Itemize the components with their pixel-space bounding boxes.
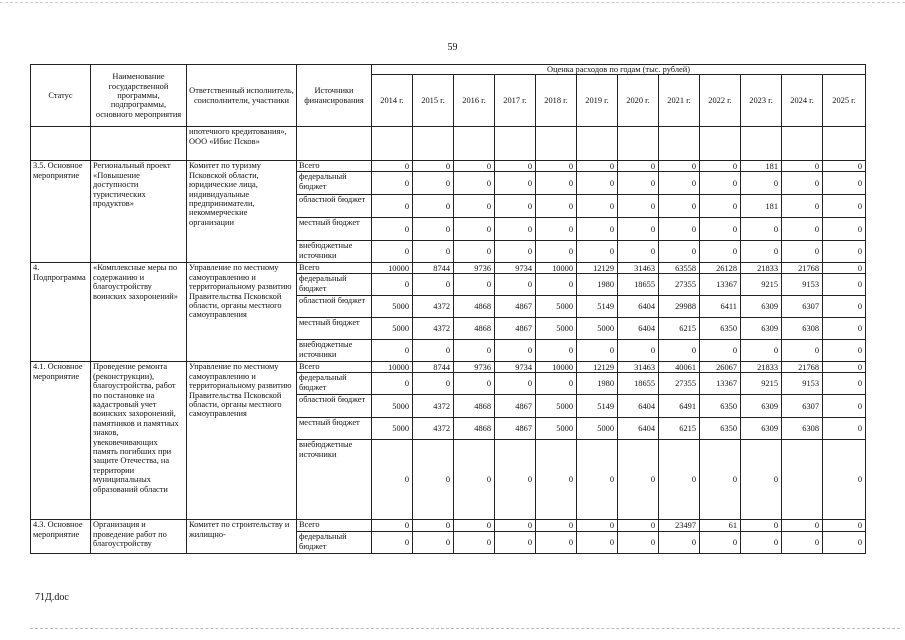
- value-cell: 0: [372, 161, 413, 172]
- value-cell: 12129: [577, 263, 618, 274]
- value-cell: 40061: [659, 362, 700, 373]
- value-cell: 0: [823, 418, 866, 440]
- status-cell: 4.1. Основное мероприятие: [31, 362, 91, 520]
- header-year: 2023 г.: [741, 75, 782, 127]
- value-cell: 0: [536, 161, 577, 172]
- value-cell: 5000: [372, 395, 413, 418]
- value-cell: 0: [659, 161, 700, 172]
- value-cell: 0: [413, 440, 454, 520]
- value-cell: 0: [413, 172, 454, 195]
- value-cell: 0: [495, 340, 536, 362]
- value-cell: 12129: [577, 362, 618, 373]
- value-cell: 0: [659, 195, 700, 218]
- value-cell: 27355: [659, 274, 700, 296]
- value-cell: 0: [823, 532, 866, 554]
- value-cell: 4867: [495, 395, 536, 418]
- value-cell: 1980: [577, 274, 618, 296]
- value-cell: 0: [618, 520, 659, 532]
- continuation-row: [31, 127, 866, 161]
- value-cell: 0: [823, 241, 866, 263]
- source-cell: областной бюджет: [297, 395, 372, 418]
- value-cell: 0: [618, 340, 659, 362]
- name-cell: Региональный проект «Повышение доступности туристических продуктов»: [91, 161, 187, 263]
- value-cell: 0: [536, 520, 577, 532]
- value-cell: 21768: [782, 263, 823, 274]
- value-cell: 6307: [782, 395, 823, 418]
- value-cell: 0: [741, 520, 782, 532]
- value-cell: 0: [618, 440, 659, 520]
- name-cell: Организация и проведение работ по благоустройству: [91, 520, 187, 554]
- value-cell: 0: [823, 520, 866, 532]
- value-cell: 0: [413, 340, 454, 362]
- value-cell: 0: [536, 241, 577, 263]
- value-cell: 0: [372, 520, 413, 532]
- value-cell: 0: [700, 340, 741, 362]
- value-cell: 0: [372, 274, 413, 296]
- value-cell: 0: [536, 274, 577, 296]
- value-cell: 9736: [454, 263, 495, 274]
- value-cell: 0: [823, 296, 866, 318]
- value-cell: 8744: [413, 263, 454, 274]
- value-cell: 0: [823, 373, 866, 395]
- value-cell: 0: [413, 161, 454, 172]
- value-cell: 6308: [782, 318, 823, 340]
- value-cell: 18655: [618, 274, 659, 296]
- value-cell: 0: [495, 520, 536, 532]
- header-year: 2015 г.: [413, 75, 454, 127]
- status-cell: 4. Подпрограмма: [31, 263, 91, 362]
- responsible-cell: Комитет по туризму Псковской области, юридические лица, индивидуальные предприниматели, некоммерческие организации: [187, 161, 297, 263]
- source-cell: местный бюджет: [297, 318, 372, 340]
- responsible-cell: Управление по местному самоуправлению и территориальному развитию Правительства Псковской области, органы местного самоуправления: [187, 263, 297, 362]
- value-cell: 0: [782, 340, 823, 362]
- value-cell: 5000: [577, 318, 618, 340]
- value-cell: 0: [823, 318, 866, 340]
- value-cell: 9215: [741, 373, 782, 395]
- value-cell: 0: [454, 218, 495, 241]
- responsible-cell: Комитет по строительству и жилищно-: [187, 520, 297, 554]
- value-cell: 5000: [372, 318, 413, 340]
- value-cell: 0: [577, 532, 618, 554]
- value-cell: 4867: [495, 318, 536, 340]
- value-cell: 27355: [659, 373, 700, 395]
- value-cell: 0: [823, 362, 866, 373]
- value-cell: 5000: [536, 296, 577, 318]
- value-cell: 9736: [454, 362, 495, 373]
- value-cell: 31463: [618, 263, 659, 274]
- status-cell: 4.3. Основное мероприятие: [31, 520, 91, 554]
- value-cell: 0: [659, 241, 700, 263]
- value-cell: 0: [372, 440, 413, 520]
- value-cell: 0: [536, 218, 577, 241]
- value-cell: 21768: [782, 362, 823, 373]
- value-cell: 6491: [659, 395, 700, 418]
- value-cell: 63558: [659, 263, 700, 274]
- table-row: [31, 362, 866, 373]
- header-estimate: Оценка расходов по годам (тыс. рублей): [372, 65, 866, 75]
- value-cell: 6350: [700, 318, 741, 340]
- value-cell: 0: [495, 218, 536, 241]
- value-cell: 0: [823, 340, 866, 362]
- header-name: Наименование государственной программы, подпрограммы, основного мероприятия: [91, 65, 187, 127]
- value-cell: 0: [577, 520, 618, 532]
- value-cell: 0: [741, 532, 782, 554]
- value-cell: 0: [741, 241, 782, 263]
- value-cell: 0: [577, 241, 618, 263]
- value-cell: 13367: [700, 373, 741, 395]
- value-cell: 0: [741, 172, 782, 195]
- value-cell: 0: [823, 263, 866, 274]
- value-cell: 1980: [577, 373, 618, 395]
- value-cell: 0: [618, 218, 659, 241]
- value-cell: 5000: [372, 418, 413, 440]
- value-cell: 181: [741, 195, 782, 218]
- value-cell: 4868: [454, 318, 495, 340]
- value-cell: 21833: [741, 263, 782, 274]
- table-row: [31, 161, 866, 172]
- value-cell: 10000: [372, 362, 413, 373]
- value-cell: 5000: [577, 418, 618, 440]
- value-cell: 0: [413, 520, 454, 532]
- value-cell: 6350: [700, 395, 741, 418]
- header-responsible: Ответственный исполнитель, соисполнители, участники: [187, 65, 297, 127]
- value-cell: 0: [454, 274, 495, 296]
- value-cell: 4867: [495, 296, 536, 318]
- value-cell: 0: [454, 373, 495, 395]
- table-row: [31, 520, 866, 532]
- value-cell: 0: [495, 241, 536, 263]
- value-cell: 0: [372, 241, 413, 263]
- value-cell: 0: [495, 532, 536, 554]
- responsible-cell: Управление по местному самоуправлению и территориальному развитию Правительства Псковской области, органы местного самоуправления: [187, 362, 297, 520]
- value-cell: 0: [741, 218, 782, 241]
- value-cell: 5000: [536, 318, 577, 340]
- value-cell: 0: [782, 218, 823, 241]
- value-cell: 0: [413, 195, 454, 218]
- value-cell: 4868: [454, 418, 495, 440]
- value-cell: 0: [700, 241, 741, 263]
- value-cell: 0: [618, 172, 659, 195]
- value-cell: 6404: [618, 296, 659, 318]
- value-cell: 0: [823, 218, 866, 241]
- header-sources: Источники финансирования: [297, 65, 372, 127]
- header-year: 2024 г.: [782, 75, 823, 127]
- value-cell: 0: [413, 274, 454, 296]
- header-year: 2022 г.: [700, 75, 741, 127]
- scan-artifact-top: [0, 2, 905, 3]
- value-cell: 0: [372, 340, 413, 362]
- value-cell: 6215: [659, 418, 700, 440]
- value-cell: 0: [618, 532, 659, 554]
- value-cell: 6309: [741, 395, 782, 418]
- file-name: 71Д.doc: [35, 592, 69, 603]
- value-cell: 0: [413, 241, 454, 263]
- source-cell: внебюджетные источники: [297, 440, 372, 520]
- value-cell: 9153: [782, 373, 823, 395]
- value-cell: 0: [372, 172, 413, 195]
- value-cell: 0: [454, 172, 495, 195]
- value-cell: 0: [823, 161, 866, 172]
- value-cell: 0: [577, 195, 618, 218]
- page-number: 59: [447, 42, 458, 53]
- value-cell: 0: [413, 218, 454, 241]
- value-cell: 6411: [700, 296, 741, 318]
- value-cell: 6350: [700, 418, 741, 440]
- value-cell: 0: [577, 218, 618, 241]
- value-cell: 9215: [741, 274, 782, 296]
- value-cell: 4372: [413, 418, 454, 440]
- value-cell: 0: [823, 395, 866, 418]
- header-year: 2018 г.: [536, 75, 577, 127]
- source-cell: Всего: [297, 161, 372, 172]
- value-cell: [782, 440, 823, 520]
- source-cell: Всего: [297, 520, 372, 532]
- source-cell: внебюджетные источники: [297, 241, 372, 263]
- value-cell: 4372: [413, 296, 454, 318]
- value-cell: 0: [577, 161, 618, 172]
- value-cell: 6215: [659, 318, 700, 340]
- value-cell: 6309: [741, 418, 782, 440]
- value-cell: 0: [700, 195, 741, 218]
- value-cell: 6308: [782, 418, 823, 440]
- value-cell: 0: [536, 532, 577, 554]
- source-cell: Всего: [297, 362, 372, 373]
- value-cell: 0: [823, 172, 866, 195]
- header-year: 2025 г.: [823, 75, 866, 127]
- value-cell: 5149: [577, 395, 618, 418]
- value-cell: 6404: [618, 418, 659, 440]
- source-cell: областной бюджет: [297, 296, 372, 318]
- value-cell: 10000: [536, 362, 577, 373]
- value-cell: 26067: [700, 362, 741, 373]
- value-cell: 6307: [782, 296, 823, 318]
- source-cell: Всего: [297, 263, 372, 274]
- value-cell: 10000: [372, 263, 413, 274]
- value-cell: 0: [741, 440, 782, 520]
- value-cell: 21833: [741, 362, 782, 373]
- value-cell: 0: [495, 195, 536, 218]
- value-cell: 0: [454, 440, 495, 520]
- value-cell: 0: [823, 195, 866, 218]
- header-year: 2017 г.: [495, 75, 536, 127]
- value-cell: 0: [782, 241, 823, 263]
- value-cell: 0: [741, 340, 782, 362]
- status-cell: 3.5. Основное мероприятие: [31, 161, 91, 263]
- header-year: 2021 г.: [659, 75, 700, 127]
- header-year: 2014 г.: [372, 75, 413, 127]
- value-cell: 0: [823, 274, 866, 296]
- value-cell: 0: [372, 532, 413, 554]
- value-cell: 9734: [495, 263, 536, 274]
- value-cell: 0: [454, 520, 495, 532]
- value-cell: 0: [782, 520, 823, 532]
- value-cell: 0: [413, 373, 454, 395]
- expenses-table: [30, 64, 866, 554]
- value-cell: 0: [454, 340, 495, 362]
- name-cell: «Комплексные меры по содержанию и благоустройству воинских захоронений»: [91, 263, 187, 362]
- value-cell: 23497: [659, 520, 700, 532]
- value-cell: 5000: [536, 418, 577, 440]
- value-cell: 0: [536, 440, 577, 520]
- value-cell: 0: [700, 532, 741, 554]
- header-year: 2016 г.: [454, 75, 495, 127]
- source-cell: федеральный бюджет: [297, 274, 372, 296]
- value-cell: 5000: [372, 296, 413, 318]
- value-cell: 0: [700, 161, 741, 172]
- value-cell: 61: [700, 520, 741, 532]
- value-cell: 0: [454, 195, 495, 218]
- value-cell: 0: [659, 440, 700, 520]
- continuation-responsible: ипотечного кредитования», ООО «Ибис Псков»: [187, 127, 297, 161]
- value-cell: 0: [413, 532, 454, 554]
- value-cell: 0: [823, 440, 866, 520]
- value-cell: 0: [495, 172, 536, 195]
- value-cell: 0: [536, 172, 577, 195]
- value-cell: 4867: [495, 418, 536, 440]
- value-cell: 0: [577, 440, 618, 520]
- value-cell: 5000: [536, 395, 577, 418]
- value-cell: 0: [536, 195, 577, 218]
- value-cell: 31463: [618, 362, 659, 373]
- source-cell: местный бюджет: [297, 418, 372, 440]
- value-cell: 0: [782, 532, 823, 554]
- value-cell: 0: [659, 340, 700, 362]
- table-row: [31, 263, 866, 274]
- source-cell: федеральный бюджет: [297, 172, 372, 195]
- value-cell: 0: [618, 161, 659, 172]
- value-cell: 6404: [618, 318, 659, 340]
- value-cell: 0: [782, 161, 823, 172]
- value-cell: 26128: [700, 263, 741, 274]
- value-cell: 0: [495, 440, 536, 520]
- value-cell: 13367: [700, 274, 741, 296]
- value-cell: 4868: [454, 395, 495, 418]
- value-cell: 0: [700, 218, 741, 241]
- value-cell: 0: [454, 241, 495, 263]
- source-cell: федеральный бюджет: [297, 532, 372, 554]
- value-cell: 4372: [413, 318, 454, 340]
- value-cell: 181: [741, 161, 782, 172]
- value-cell: 0: [495, 373, 536, 395]
- source-cell: федеральный бюджет: [297, 373, 372, 395]
- value-cell: 0: [659, 218, 700, 241]
- source-cell: областной бюджет: [297, 195, 372, 218]
- value-cell: 6404: [618, 395, 659, 418]
- value-cell: 10000: [536, 263, 577, 274]
- header-year: 2019 г.: [577, 75, 618, 127]
- value-cell: 0: [782, 172, 823, 195]
- value-cell: 0: [618, 195, 659, 218]
- value-cell: 8744: [413, 362, 454, 373]
- value-cell: 29988: [659, 296, 700, 318]
- value-cell: 0: [700, 440, 741, 520]
- value-cell: 6309: [741, 296, 782, 318]
- value-cell: 0: [577, 172, 618, 195]
- value-cell: 0: [372, 373, 413, 395]
- value-cell: 0: [659, 532, 700, 554]
- value-cell: 9734: [495, 362, 536, 373]
- name-cell: Проведение ремонта (реконструкции), благоустройства, работ по постановке на кадастровый учет воинских захоронений, памятников и памятных знаков, увековечивающих память погибших при защите Отечества, на территории муниципальных образований области: [91, 362, 187, 520]
- value-cell: 0: [782, 195, 823, 218]
- value-cell: 0: [536, 340, 577, 362]
- value-cell: 0: [454, 161, 495, 172]
- value-cell: 18655: [618, 373, 659, 395]
- source-cell: внебюджетные источники: [297, 340, 372, 362]
- value-cell: 5149: [577, 296, 618, 318]
- scan-artifact-bottom: [30, 628, 900, 629]
- header-status: Статус: [31, 65, 91, 127]
- value-cell: 9153: [782, 274, 823, 296]
- value-cell: 4372: [413, 395, 454, 418]
- value-cell: 0: [618, 241, 659, 263]
- value-cell: 0: [659, 172, 700, 195]
- source-cell: местный бюджет: [297, 218, 372, 241]
- value-cell: 0: [372, 195, 413, 218]
- value-cell: 6309: [741, 318, 782, 340]
- header-year: 2020 г.: [618, 75, 659, 127]
- value-cell: 0: [700, 172, 741, 195]
- value-cell: 0: [577, 340, 618, 362]
- value-cell: 0: [495, 274, 536, 296]
- value-cell: 0: [372, 218, 413, 241]
- value-cell: 0: [454, 532, 495, 554]
- value-cell: 0: [536, 373, 577, 395]
- value-cell: 0: [495, 161, 536, 172]
- value-cell: 4868: [454, 296, 495, 318]
